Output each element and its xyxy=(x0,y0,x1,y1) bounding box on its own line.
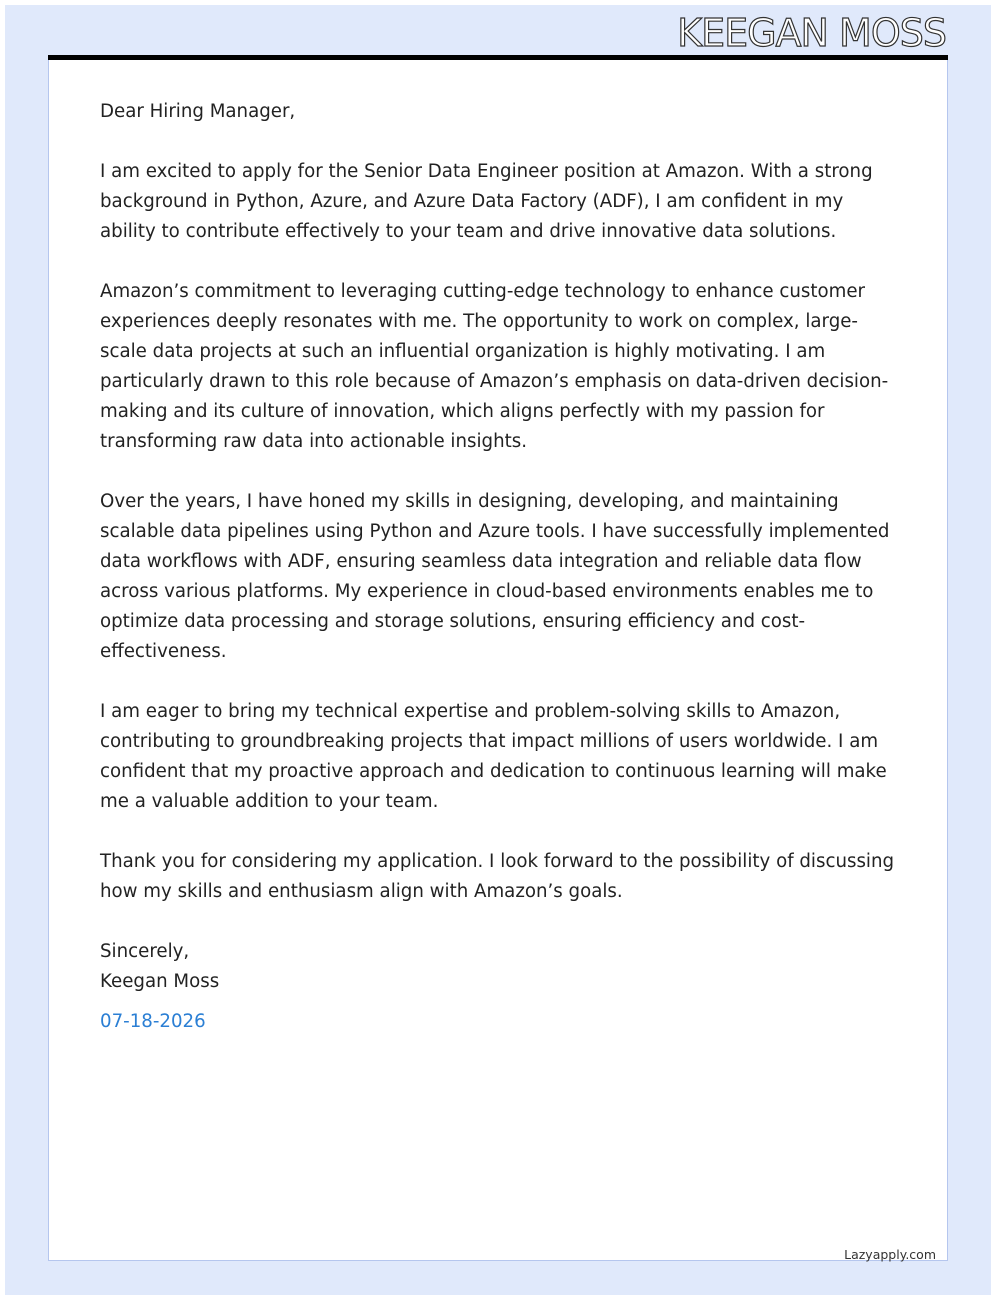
paragraph-motivation: I am eager to bring my technical expertise and problem-solving skills to Amazon, contributing to groundbreaking projects that impact millions of users worldwide. I am confident that my proactive approach and dedication to continuous learning will make me a valuable addition to your team. xyxy=(100,701,887,812)
applicant-name-header: KEEGAN MOSS xyxy=(677,11,946,55)
closing: Sincerely, xyxy=(100,941,190,962)
paragraph-thanks: Thank you for considering my application. I look forward to the possibility of discussing how my skills and enthusiasm align with Amazon’s goals. xyxy=(100,851,895,902)
letter-body xyxy=(100,97,900,1037)
paragraph-experience: Over the years, I have honed my skills in designing, developing, and maintaining scalable data pipelines using Python and Azure tools. I have successfully implemented data workflows with ADF, ensuring seamless data integration and reliable data flow across various platforms. My experience in cloud-based environments enables me to optimize data processing and storage solutions, ensuring efficiency and cost-effectiveness. xyxy=(100,491,890,662)
letter-date: 07-18-2026 xyxy=(100,1011,206,1032)
footer-brand: Lazyapply.com xyxy=(844,1247,936,1262)
paragraph-intro: I am excited to apply for the Senior Data Engineer position at Amazon. With a strong background in Python, Azure, and Azure Data Factory (ADF), I am confident in my ability to contribute effectively to your team and drive innovative data solutions. xyxy=(100,161,873,242)
paragraph-company: Amazon’s commitment to leveraging cutting-edge technology to enhance customer experiences deeply resonates with me. The opportunity to work on complex, large-scale data projects at such an influential organization is highly motivating. I am particularly drawn to this role because of Amazon’s emphasis on data-driven decision-making and its culture of innovation, which aligns perfectly with my passion for transforming raw data into actionable insights. xyxy=(100,281,889,452)
salutation: Dear Hiring Manager, xyxy=(100,101,296,122)
signature-name: Keegan Moss xyxy=(100,971,220,992)
